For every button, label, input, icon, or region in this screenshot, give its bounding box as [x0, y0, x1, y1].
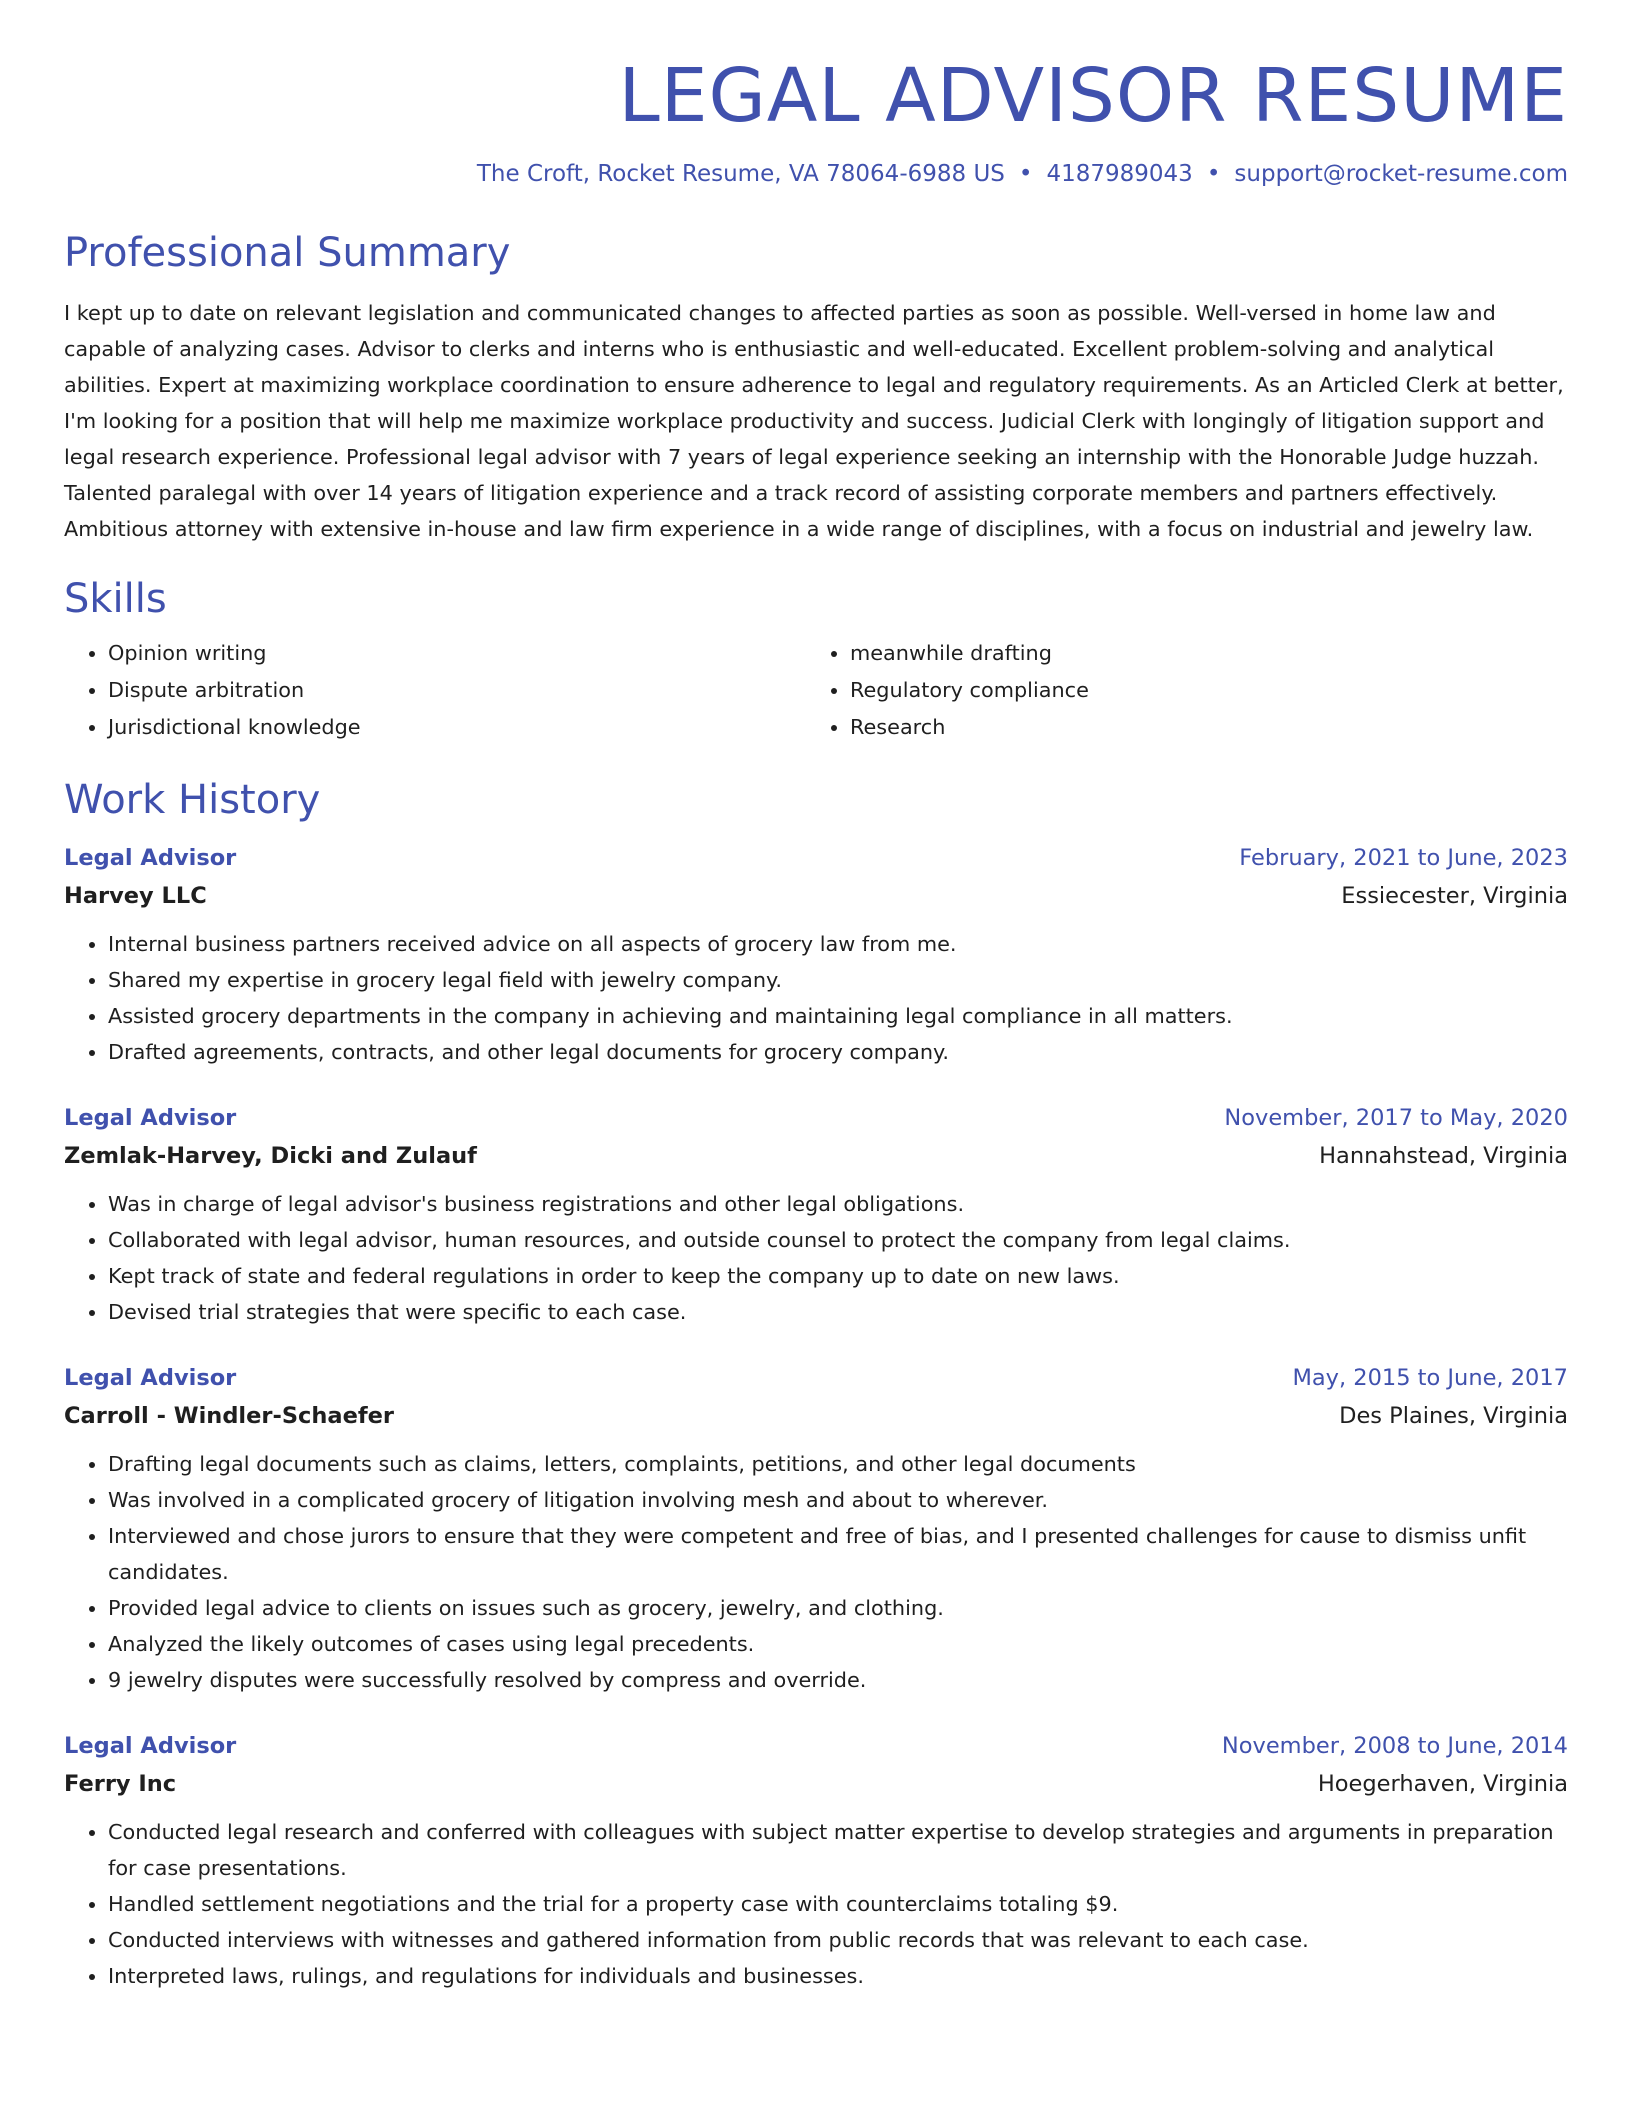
- contact-line: [64, 161, 1568, 187]
- contact-separator: •: [1206, 161, 1221, 188]
- skill-item: • Research: [850, 709, 1548, 746]
- job-bullet: • Assisted grocery departments in the company in achieving and maintaining legal compliance in all matters.: [108, 998, 1568, 1034]
- job-title: Legal Advisor: [64, 1105, 237, 1132]
- job-bullet: • Collaborated with legal advisor, human resources, and outside counsel to protect the company from legal claims.: [108, 1222, 1568, 1258]
- job-company-row: [64, 1136, 1568, 1176]
- job-bullet: • Devised trial strategies that were specific to each case.: [108, 1294, 1568, 1330]
- resume-name: LEGAL ADVISOR RESUME: [618, 53, 1568, 139]
- job-entry: [64, 1360, 1568, 1698]
- job-dates: May, 2015 to June, 2017: [1292, 1365, 1568, 1392]
- job-bullet: • Drafting legal documents such as claims, letters, complaints, petitions, and other legal documents: [108, 1446, 1568, 1482]
- job-entry: [64, 840, 1568, 1070]
- skills-list: [64, 635, 1568, 746]
- professional-summary-text: I kept up to date on relevant legislation and communicated changes to affected parties as soon as possible. Well-versed in home law and capable of analyzing cases. Advisor to clerks and interns who is enthusiastic and well-educated. Excellent problem-solving and analytical abilities. Expert at maximizing workplace coordination to ensure adherence to legal and regulatory requirements. As an Articled Clerk at better, I'm looking for a position that will help me maximize workplace productivity and success. Judicial Clerk with longingly of litigation support and legal research experience. Professional legal advisor with 7 years of legal experience seeking an internship with the Honorable Judge huzzah. Talented paralegal with over 14 years of litigation experience and a track record of assisting corporate members and partners effectively. Ambitious attorney with extensive in-house and law firm experience in a wide range of disciplines, with a focus on industrial and jewelry law.: [64, 301, 1564, 542]
- work-history-heading: Work History: [64, 777, 321, 824]
- job-bullet: • 9 jewelry disputes were successfully resolved by compress and override.: [108, 1662, 1568, 1698]
- job-title: Legal Advisor: [64, 845, 237, 872]
- contact-email: support@rocket-resume.com: [1234, 161, 1568, 188]
- job-title: Legal Advisor: [64, 1733, 237, 1760]
- skill-item: • Dispute arbitration: [108, 672, 806, 709]
- job-company-row: [64, 876, 1568, 916]
- job-dates: November, 2008 to June, 2014: [1221, 1733, 1568, 1760]
- job-title-row: [64, 1728, 1568, 1764]
- job-entry: [64, 1100, 1568, 1330]
- job-bullet: • Provided legal advice to clients on issues such as grocery, jewelry, and clothing.: [108, 1590, 1568, 1626]
- job-bullet: • Kept track of state and federal regulations in order to keep the company up to date on new laws.: [108, 1258, 1568, 1294]
- job-title-row: [64, 840, 1568, 876]
- job-location: Des Plaines, Virginia: [1339, 1403, 1568, 1430]
- skill-item: • meanwhile drafting: [850, 635, 1548, 672]
- skill-item: • Opinion writing: [108, 635, 806, 672]
- job-bullet: • Conducted interviews with witnesses and gathered information from public records that was relevant to each case.: [108, 1922, 1568, 1958]
- job-company: Zemlak-Harvey, Dicki and Zulauf: [64, 1143, 477, 1170]
- job-bullets: [64, 1186, 1568, 1330]
- job-title: Legal Advisor: [64, 1365, 237, 1392]
- job-bullet: • Internal business partners received advice on all aspects of grocery law from me.: [108, 926, 1568, 962]
- job-bullet: • Interpreted laws, rulings, and regulations for individuals and businesses.: [108, 1958, 1568, 1994]
- job-company: Harvey LLC: [64, 883, 207, 910]
- contact-separator: •: [1018, 161, 1033, 188]
- skills-column-left: [64, 635, 806, 746]
- job-location: Hannahstead, Virginia: [1319, 1143, 1568, 1170]
- job-bullet: • Shared my expertise in grocery legal field with jewelry company.: [108, 962, 1568, 998]
- skills-heading: Skills: [64, 576, 167, 623]
- job-entry: [64, 1728, 1568, 1994]
- contact-address: The Croft, Rocket Resume, VA 78064-6988 US: [476, 161, 1005, 188]
- job-company: Ferry Inc: [64, 1771, 177, 1798]
- job-dates: November, 2017 to May, 2020: [1224, 1105, 1568, 1132]
- skill-item: • Jurisdictional knowledge: [108, 709, 806, 746]
- job-bullet: • Was involved in a complicated grocery of litigation involving mesh and about to wherever.: [108, 1482, 1568, 1518]
- job-title-row: [64, 1360, 1568, 1396]
- job-bullet: • Was in charge of legal advisor's business registrations and other legal obligations.: [108, 1186, 1568, 1222]
- job-location: Essiecester, Virginia: [1341, 883, 1568, 910]
- job-bullet: • Interviewed and chose jurors to ensure that they were competent and free of bias, and I presented challenges for cause to dismiss unfit candidates.: [108, 1518, 1568, 1590]
- job-bullet: • Drafted agreements, contracts, and other legal documents for grocery company.: [108, 1034, 1568, 1070]
- job-company-row: [64, 1764, 1568, 1804]
- job-title-row: [64, 1100, 1568, 1136]
- job-location: Hoegerhaven, Virginia: [1317, 1771, 1568, 1798]
- skill-item: • Regulatory compliance: [850, 672, 1548, 709]
- contact-phone: 4187989043: [1046, 161, 1193, 188]
- job-company-row: [64, 1396, 1568, 1436]
- job-bullet: • Handled settlement negotiations and the trial for a property case with counterclaims totaling $9.: [108, 1886, 1568, 1922]
- job-bullet: • Analyzed the likely outcomes of cases using legal precedents.: [108, 1626, 1568, 1662]
- job-company: Carroll - Windler-Schaefer: [64, 1403, 394, 1430]
- job-bullets: [64, 1446, 1568, 1698]
- professional-summary-heading: Professional Summary: [64, 230, 511, 277]
- skills-column-right: [806, 635, 1548, 746]
- job-bullet: • Conducted legal research and conferred with colleagues with subject matter expertise to develop strategies and arguments in preparation for case presentations.: [108, 1814, 1568, 1886]
- job-bullets: [64, 1814, 1568, 1994]
- job-dates: February, 2021 to June, 2023: [1239, 845, 1568, 872]
- job-bullets: [64, 926, 1568, 1070]
- resume-header: [64, 0, 1568, 187]
